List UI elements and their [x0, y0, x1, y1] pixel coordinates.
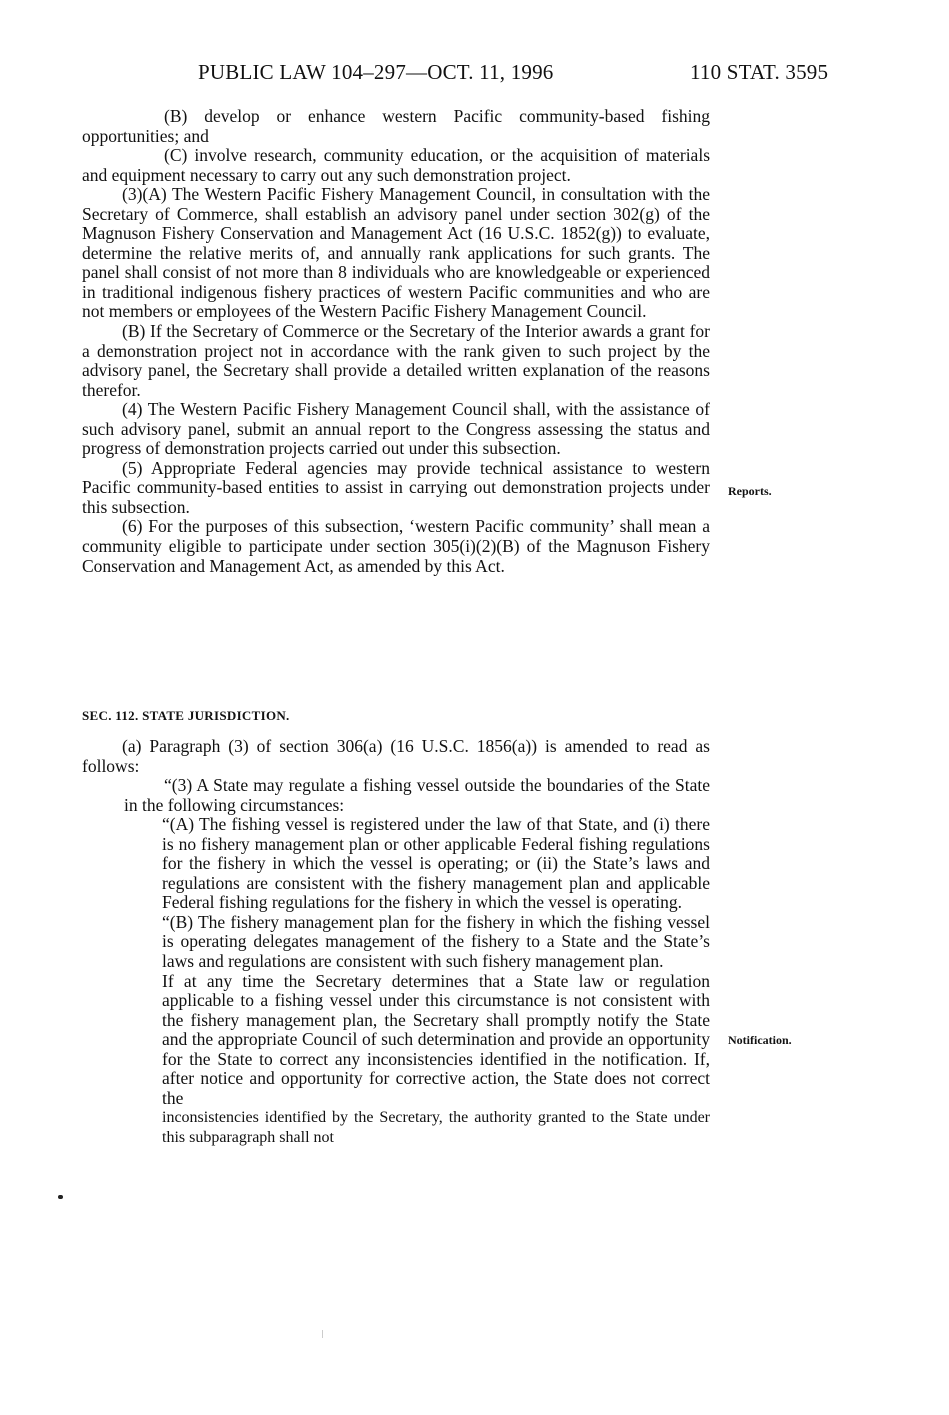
paragraph-4: (4) The Western Pacific Fishery Management Council shall, with the assistance of such advisory panel, submit an annual report to the Congress assessing the status and progress of demonstration projects carried out under this subsection.	[82, 399, 710, 459]
text-column-bottom	[82, 737, 710, 1147]
scan-mark	[58, 1195, 63, 1199]
paragraph-3b: (B) If the Secretary of Commerce or the Secretary of the Interior awards a grant for a demonstration project not in accordance with the rank given to such project by the advisory panel, the Secretary shall provide a detailed written explanation of the reasons therefor.	[82, 321, 710, 400]
paragraph-quoted-b-small: inconsistencies identified by the Secretary, the authority granted to the State under this subparagraph shall not	[162, 1109, 710, 1146]
paragraph-quoted-a: “(A) The fishing vessel is registered under the law of that State, and (i) there is no fishery management plan or other applicable Federal fishing regulations for the fishery in which the vessel is operating; or (ii) the State’s laws and regulations are consistent with the fishery management plan and applicable Federal fishing regulations for the fishery in which the vessel is operating.	[162, 814, 710, 913]
margin-note-reports: Reports.	[728, 484, 772, 498]
paragraph-quoted-b-cont: If at any time the Secretary determines that a State law or regulation applicable to a fishing vessel under this circumstance is not consistent with the fishery management plan, the Secretary shall promptly notify the State and the appropriate Council of such determination and provide an opportunity for the State to correct any inconsistencies identified in the notification. If, after notice and opportunity for corrective action, the State does not correct the	[162, 970, 710, 1108]
paragraph-3a: (3)(A) The Western Pacific Fishery Management Council, in consultation with the Secretary of Commerce, shall establish an advisory panel under section 302(g) of the Magnuson Fishery Conservation and Management Act (16 U.S.C. 1852(g)) to evaluate, determine the relative merits of, and annually rank applications for such grants. The panel shall consist of not more than 8 individuals who are knowledgeable or experienced in traditional indigenous fishery practices of western Pacific communities and who are not members or employees of the Western Pacific Fishery Management Council.	[82, 184, 710, 322]
section-heading: SEC. 112. STATE JURISDICTION.	[82, 708, 290, 723]
paragraph-6: (6) For the purposes of this subsection, ‘western Pacific community’ shall mean a community eligible to participate under section 305(i)(2)(B) of the Magnuson Fishery Conservation and Management Act, as amended by this Act.	[82, 516, 710, 576]
margin-note-notification: Notification.	[728, 1033, 792, 1047]
paragraph-quoted-3: “(3) A State may regulate a fishing vessel outside the boundaries of the State in the following circumstances:	[124, 775, 710, 815]
paragraph-quoted-b: “(B) The fishery management plan for the fishery in which the fishing vessel is operating delegates management of the fishery to a State and the State’s laws and regulations are consistent with such fishery management plan.	[162, 911, 710, 972]
text-column-top	[82, 107, 710, 576]
paragraph-c: (C) involve research, community education, or the acquisition of materials and equipment necessary to carry out any such demonstration project.	[82, 145, 710, 185]
paragraph-b: (B) develop or enhance western Pacific community-based fishing opportunities; and	[82, 106, 710, 146]
paragraph-amendment: (a) Paragraph (3) of section 306(a) (16 U.S.C. 1856(a)) is amended to read as follows:	[82, 736, 710, 776]
running-header-page: 110 STAT. 3595	[690, 60, 829, 84]
scan-tick	[322, 1330, 323, 1338]
running-header-title: PUBLIC LAW 104–297—OCT. 11, 1996	[198, 60, 554, 84]
paragraph-5: (5) Appropriate Federal agencies may provide technical assistance to western Pacific community-based entities to assist in carrying out demonstration projects under this subsection.	[82, 457, 710, 517]
